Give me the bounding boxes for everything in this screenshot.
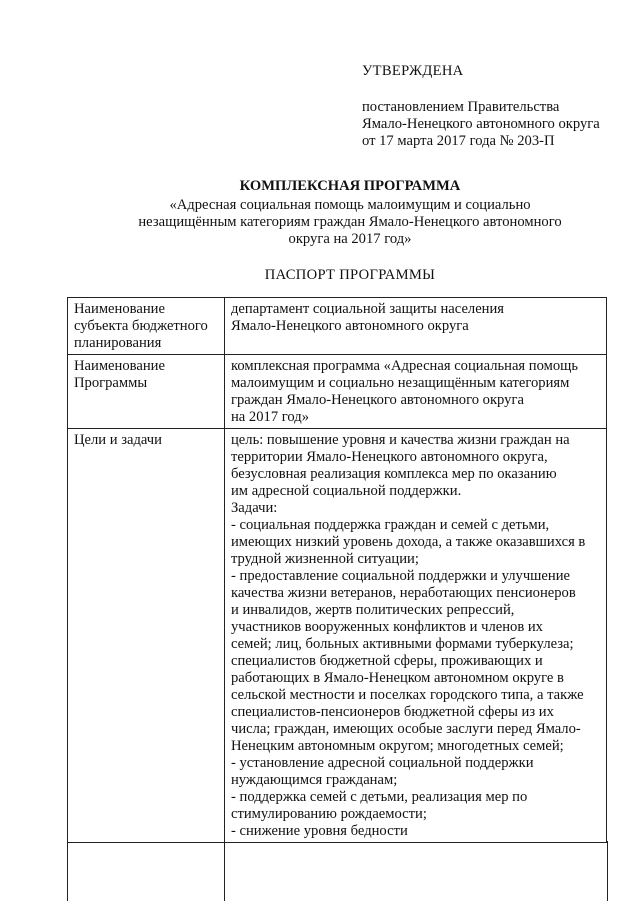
row-value-line: числа; граждан, имеющих особые заслуги перед Ямало- bbox=[231, 721, 581, 737]
row-value-line: специалистов-пенсионеров бюджетной сферы из их bbox=[231, 704, 554, 720]
approval-block bbox=[362, 63, 632, 150]
row-value-cell bbox=[225, 355, 607, 429]
row-value-line: Задачи: bbox=[231, 500, 278, 516]
row-label-cell bbox=[68, 429, 225, 843]
row-value-line: - снижение уровня бедности bbox=[231, 823, 408, 839]
program-subtitle bbox=[60, 197, 640, 248]
row-label-line: Наименование bbox=[74, 358, 165, 374]
program-heading-block bbox=[60, 178, 640, 248]
table-border-middle bbox=[224, 841, 225, 901]
row-value-line: департамент социальной защиты населения bbox=[231, 301, 505, 317]
row-label-line: Программы bbox=[74, 375, 148, 391]
approval-line: от 17 марта 2017 года № 203-П bbox=[362, 133, 555, 149]
row-value-line: и инвалидов, жертв политических репрессий, bbox=[231, 602, 515, 618]
row-value-line: стимулированию рождаемости; bbox=[231, 806, 427, 822]
passport-table bbox=[67, 297, 607, 843]
row-label-cell bbox=[68, 298, 225, 355]
row-label-line: планирования bbox=[74, 335, 162, 351]
row-value-line: безусловная реализация комплекса мер по оказанию bbox=[231, 466, 557, 482]
table-row bbox=[68, 355, 607, 429]
row-value-line: специалистов бюджетной сферы, проживающих и bbox=[231, 653, 543, 669]
row-value-line: - социальная поддержка граждан и семей с детьми, bbox=[231, 517, 550, 533]
table-row bbox=[68, 429, 607, 843]
passport-table-body bbox=[68, 298, 607, 843]
program-subtitle-line: «Адресная социальная помощь малоимущим и социально bbox=[169, 197, 531, 213]
program-subtitle-line: округа на 2017 год» bbox=[288, 231, 412, 247]
approval-line: Ямало-Ненецкого автономного округа bbox=[362, 116, 600, 132]
row-label-line: Наименование bbox=[74, 301, 165, 317]
approval-heading: УТВЕРЖДЕНА bbox=[362, 63, 464, 79]
row-value-cell bbox=[225, 429, 607, 843]
row-value-line: сельской местности и поселках городского типа, а также bbox=[231, 687, 584, 703]
row-value-line: Ненецким автономным округом; многодетных семей; bbox=[231, 738, 564, 754]
row-value-line: - предоставление социальной поддержки и улучшение bbox=[231, 568, 570, 584]
row-value-line: комплексная программа «Адресная социальная помощь bbox=[231, 358, 579, 374]
row-label-line: Цели и задачи bbox=[74, 432, 162, 448]
table-continuation bbox=[67, 841, 608, 901]
row-value-line: им адресной социальной поддержки. bbox=[231, 483, 462, 499]
row-value-line: нуждающимся гражданам; bbox=[231, 772, 398, 788]
row-label-cell bbox=[68, 355, 225, 429]
row-value-line: цель: повышение уровня и качества жизни граждан на bbox=[231, 432, 570, 448]
table-row bbox=[68, 298, 607, 355]
row-value-line: имеющих низкий уровень дохода, а также оказавшихся в bbox=[231, 534, 586, 550]
row-value-line: трудной жизненной ситуации; bbox=[231, 551, 419, 567]
row-value-line: малоимущим и социально незащищённым категориям bbox=[231, 375, 570, 391]
row-value-cell bbox=[225, 298, 607, 355]
program-title: КОМПЛЕКСНАЯ ПРОГРАММА bbox=[239, 178, 461, 194]
table-border-right bbox=[607, 841, 608, 901]
row-value-line: на 2017 год» bbox=[231, 409, 309, 425]
row-value-line: работающих в Ямало-Ненецком автономном округе в bbox=[231, 670, 564, 686]
row-value-line: качества жизни ветеранов, неработающих пенсионеров bbox=[231, 585, 576, 601]
row-value-line: - установление адресной социальной поддержки bbox=[231, 755, 534, 771]
approval-line: постановлением Правительства bbox=[362, 99, 560, 115]
program-subtitle-line: незащищённым категориям граждан Ямало-Ненецкого автономного bbox=[138, 214, 562, 230]
row-value-line: участников вооруженных конфликтов и членов их bbox=[231, 619, 543, 635]
row-value-line: Ямало-Ненецкого автономного округа bbox=[231, 318, 469, 334]
row-value-line: граждан Ямало-Ненецкого автономного округа bbox=[231, 392, 524, 408]
passport-title: ПАСПОРТ ПРОГРАММЫ bbox=[264, 267, 436, 283]
row-value-line: семей; лиц, больных активными формами туберкулеза; bbox=[231, 636, 574, 652]
row-value-line: территории Ямало-Ненецкого автономного округа, bbox=[231, 449, 548, 465]
table-border-left bbox=[67, 841, 68, 901]
row-label-line: субъекта бюджетного bbox=[74, 318, 208, 334]
row-value-line: - поддержка семей с детьми, реализация мер по bbox=[231, 789, 528, 805]
